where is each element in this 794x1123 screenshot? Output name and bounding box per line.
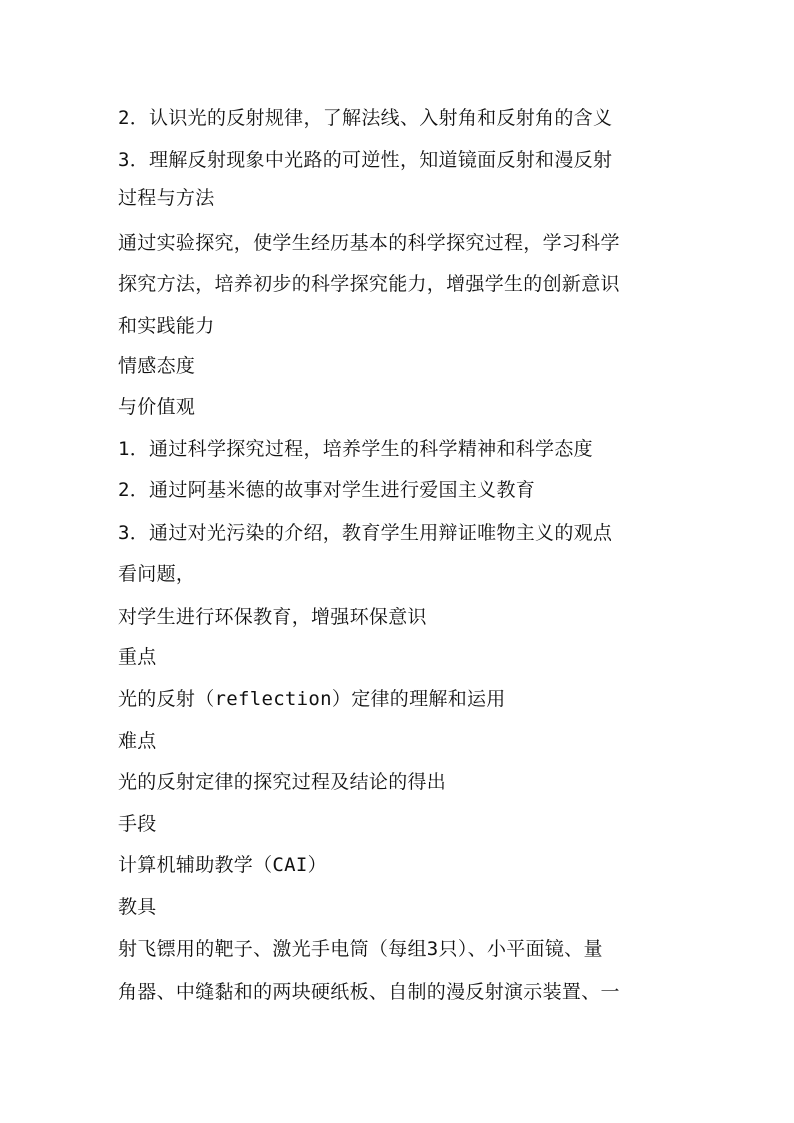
text-line-3: 通过实验探究，使学生经历基本的科学探究过程，学习科学 xyxy=(118,232,620,254)
section-heading-teaching-aids: 教具 xyxy=(118,896,157,918)
text-line-13: 计算机辅助教学（CAI） xyxy=(118,854,327,876)
text-line-11: 光的反射（reflection）定律的理解和运用 xyxy=(118,688,506,710)
text-line-5: 和实践能力 xyxy=(118,315,215,337)
text-line-12: 光的反射定律的探究过程及结论的得出 xyxy=(118,771,447,793)
section-heading-values: 与价值观 xyxy=(118,396,196,418)
text-line-10: 对学生进行环保教育，增强环保意识 xyxy=(118,606,427,628)
text-line-8: 3．通过对光污染的介绍，教育学生用辩证唯物主义的观点 xyxy=(118,522,613,544)
text-line-7: 2．通过阿基米德的故事对学生进行爱国主义教育 xyxy=(118,479,536,501)
section-heading-methods: 手段 xyxy=(118,813,157,835)
text-line-1: 2．认识光的反射规律，了解法线、入射角和反射角的含义 xyxy=(118,107,613,129)
text-line-2: 3．理解反射现象中光路的可逆性，知道镜面反射和漫反射 xyxy=(118,149,613,171)
text-line-9: 看问题， xyxy=(118,563,196,585)
section-heading-process-method: 过程与方法 xyxy=(118,187,215,209)
section-heading-difficulties: 难点 xyxy=(118,730,157,752)
section-heading-key-points: 重点 xyxy=(118,646,157,668)
text-line-4: 探究方法，培养初步的科学探究能力，增强学生的创新意识 xyxy=(118,273,620,295)
text-line-6: 1．通过科学探究过程，培养学生的科学精神和科学态度 xyxy=(118,438,593,460)
text-line-15: 角器、中缝黏和的两块硬纸板、自制的漫反射演示装置、一 xyxy=(118,981,620,1003)
section-heading-emotion-attitude: 情感态度 xyxy=(118,355,196,377)
text-line-14: 射飞镖用的靶子、激光手电筒（每组3只）、小平面镜、量 xyxy=(118,938,603,960)
